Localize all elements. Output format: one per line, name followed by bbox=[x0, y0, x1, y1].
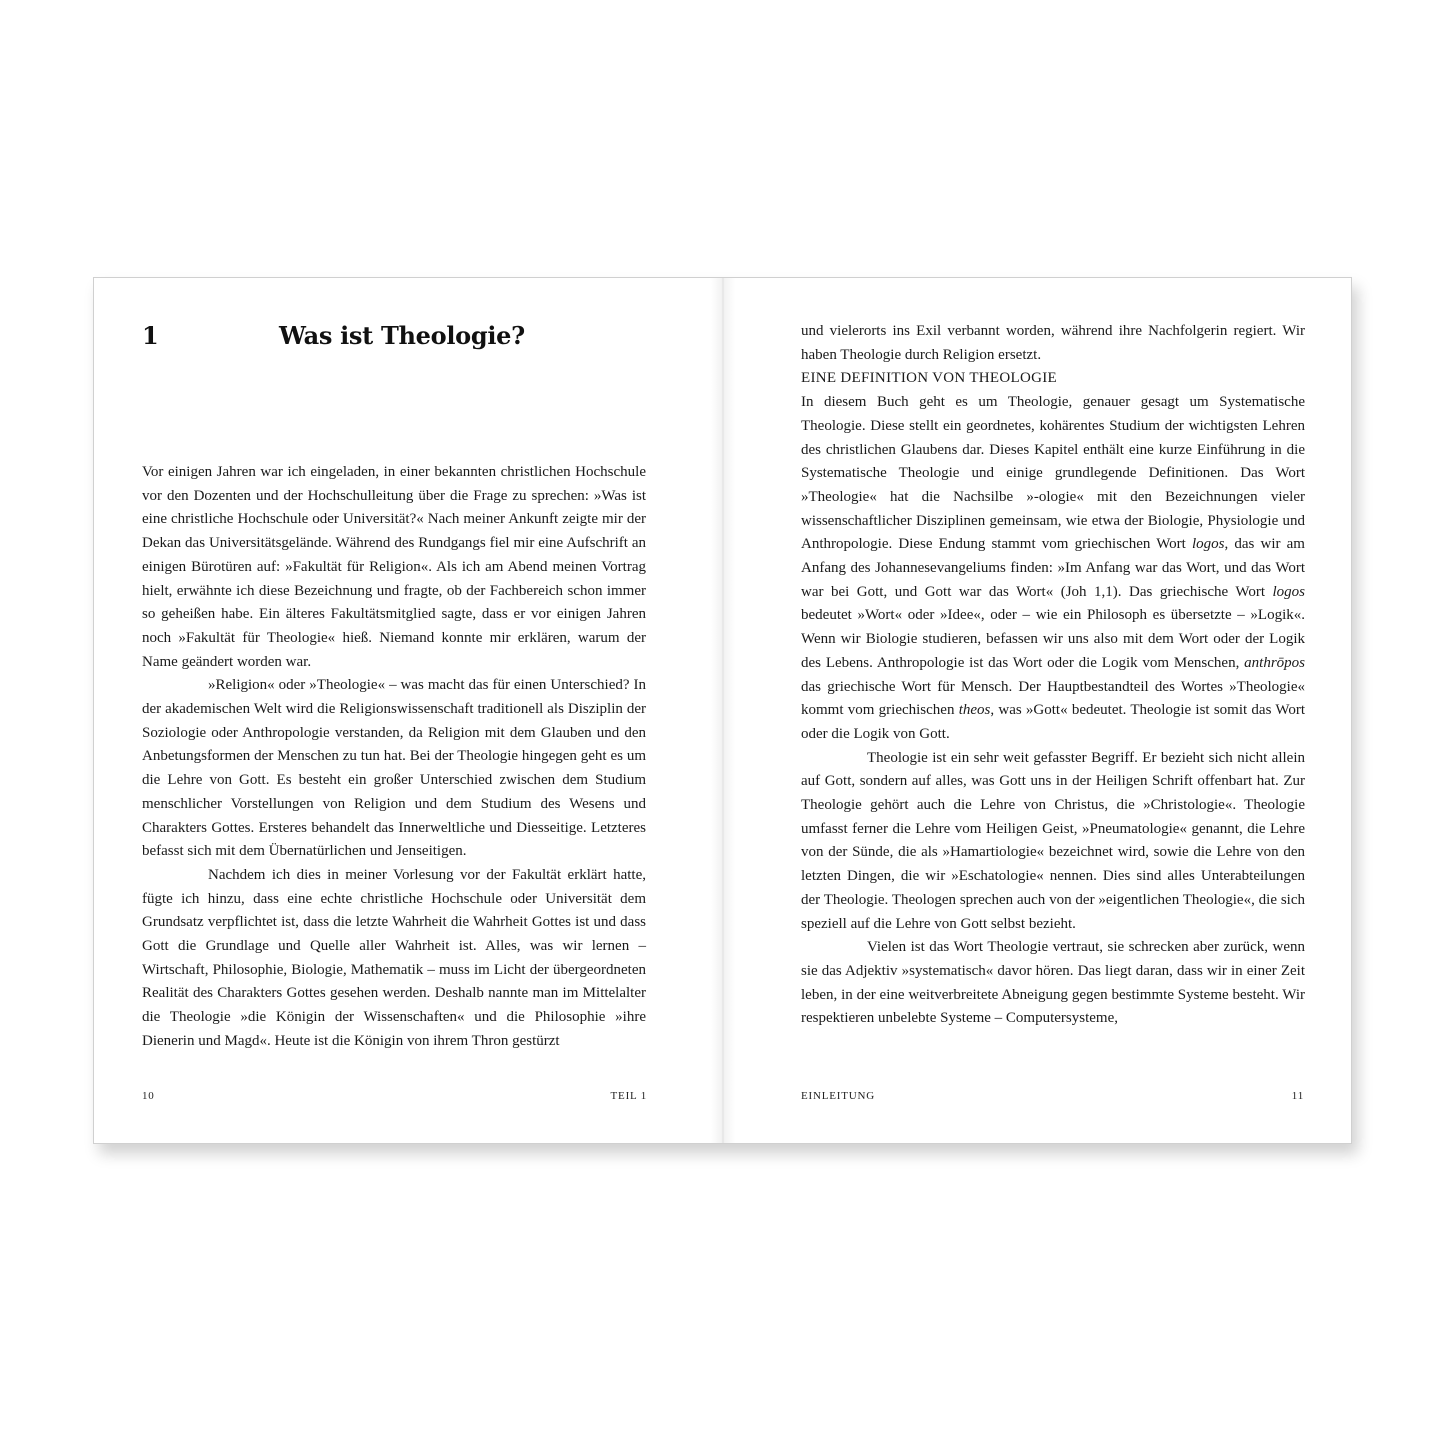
paragraph: Vielen ist das Wort Theologie vertraut, sie schrecken aber zurück, wenn sie das Adjektiv »systematisch« davor hören. Das liegt daran, dass wir in einer Zeit leben, in der eine weitverbreitete Abneigung gegen bestimmte Systeme besteht. Wir respektieren unbelebte Systeme – Computersysteme, bbox=[801, 939, 1305, 1027]
chapter-number: 1 bbox=[142, 321, 159, 350]
paragraph bbox=[801, 391, 1305, 747]
left-body-text bbox=[142, 461, 646, 1054]
paragraph: »Religion« oder »Theologie« – was macht das für einen Unterschied? In der akademischen Welt wird die Religionswissenschaft traditionell als Disziplin der Soziologie oder Anthropologie verstanden, da Religion mit dem Glauben und den Anbetungsformen der Menschen zu tun hat. Bei der Theologie hingegen geht es um die Lehre von Gott. Es besteht ein großer Unterschied zwischen dem Studium menschlicher Vorstellungen von Religion und dem Studium des Wesens und Charakters Gottes. Ersteres behandelt das Innerweltliche und Diesseitige. Letzteres befasst sich mit dem Übernatürlichen und Jenseitigen. bbox=[142, 677, 646, 860]
right-page bbox=[723, 278, 1351, 1143]
italic-term: logos bbox=[1272, 583, 1305, 600]
running-head: EINLEITUNG bbox=[801, 1090, 875, 1102]
chapter-title: Was ist Theologie? bbox=[279, 321, 525, 350]
right-body-text bbox=[801, 320, 1305, 1031]
text-run: das griechische Wort für Mensch. Der Hauptbestandteil des Wortes »Theologie« kommt vom griechischen bbox=[801, 678, 1305, 719]
italic-term: theos bbox=[958, 702, 991, 719]
paragraph: Nachdem ich dies in meiner Vorlesung vor der Fakultät erklärt hatte, fügte ich hinzu, dass eine echte christliche Hochschule oder Universität dem Grundsatz verpflichtet ist, dass die letzte Wahrheit die Wahrheit Gottes ist und dass Gott die Grundlage und Quelle aller Wahrheit ist. Alles, was wir lernen – Wirtschaft, Philosophie, Biologie, Mathematik – muss im Licht der übergeordneten Realität des Charakters Gottes gesehen werden. Deshalb nannte man im Mittelalter die Theologie »die Königin der Wissenschaften« und die Philosophie »ihre Dienerin und Magd«. Heute ist die Königin von ihrem Thron gestürzt bbox=[142, 866, 646, 1049]
left-page bbox=[94, 278, 723, 1143]
text-run: In diesem Buch geht es um Theologie, genauer gesagt um Systematische Theologie. Diese stellt ein geordnetes, kohärentes Studium der wichtigsten Lehren des christlichen Glaubens dar. Dieses Kapitel enthält eine kurze Einführung in die Systematische Theologie und einige grundlegende Definitionen. Das Wort »Theologie« hat die Nachsilbe »-ologie« mit den Bezeichnungen vieler wissenschaftlicher Disziplinen gemeinsam, wie etwa der Biologie, Physiologie und Anthropologie. Diese Endung stammt vom griechischen Wort bbox=[801, 394, 1305, 553]
section-heading: EINE DEFINITION VON THEOLOGIE bbox=[801, 370, 1058, 387]
text-run: , das wir am Anfang des Johannesevangeliums finden: »Im Anfang war das Wort, und das Wort war bei Gott, und Gott war das Wort« (Joh 1,1). Das griechische Wort bbox=[801, 536, 1305, 600]
page-number: 10 bbox=[142, 1090, 155, 1102]
book-spread bbox=[93, 277, 1352, 1144]
paragraph: Vor einigen Jahren war ich eingeladen, in einer bekannten christlichen Hochschule vor den Dozenten und der Hochschulleitung über die Frage zu sprechen: »Was ist eine christliche Hochschule oder Universität?« Nach meiner Ankunft zeigte mir der Dekan das Universitätsgelände. Während des Rundgangs fiel mir eine Aufschrift an einigen Bürotüren auf: »Fakultät für Religion«. Als ich am Abend meinen Vortrag hielt, erwähnte ich diese Bezeichnung und fragte, ob der Fachbereich schon immer so geheißen habe. Ein älteres Fakultätsmitglied sagte, dass er vor einigen Jahren noch »Fakultät für Theologie« hieß. Niemand konnte mir erklären, warum der Name geändert worden war. bbox=[142, 464, 646, 670]
continuation-paragraph: und vielerorts ins Exil verbannt worden, während ihre Nachfolgerin regiert. Wir haben Theologie durch Religion ersetzt. bbox=[801, 323, 1305, 363]
text-run: , was »Gott« bedeutet. Theologie ist somit das Wort oder die Logik von Gott. bbox=[801, 702, 1306, 742]
paragraph: Theologie ist ein sehr weit gefasster Begriff. Er bezieht sich nicht allein auf Gott, sondern auf alles, was Gott uns in der Heiligen Schrift offenbart hat. Zur Theologie gehört auch die Lehre von Christus, die »Christologie«. Theologie umfasst ferner die Lehre vom Heiligen Geist, »Pneumatologie« genannt, die Lehre von der Sünde, die als »Hamartiologie« bezeichnet wird, sowie die Lehre von den letzten Dingen, die wir »Eschatologie« nennen. Dies sind alles Unterabteilungen der Theologie. Theologen sprechen auch von der »eigentlichen Theologie«, die sich speziell auf die Lehre von Gott selbst bezieht. bbox=[801, 749, 1305, 932]
running-head: TEIL 1 bbox=[610, 1090, 647, 1102]
italic-term: logos bbox=[1191, 536, 1225, 553]
page-number: 11 bbox=[1291, 1090, 1304, 1102]
italic-term: anthrōpos bbox=[1244, 654, 1305, 671]
text-run: bedeutet »Wort« oder »Idee«, oder – wie ein Philosoph es übersetzte – »Logik«. Wenn wir Biologie studieren, befassen wir uns also mit dem Wort oder der Logik des Lebens. Anthropologie ist das Wort oder die Logik vom Menschen, bbox=[801, 607, 1305, 671]
